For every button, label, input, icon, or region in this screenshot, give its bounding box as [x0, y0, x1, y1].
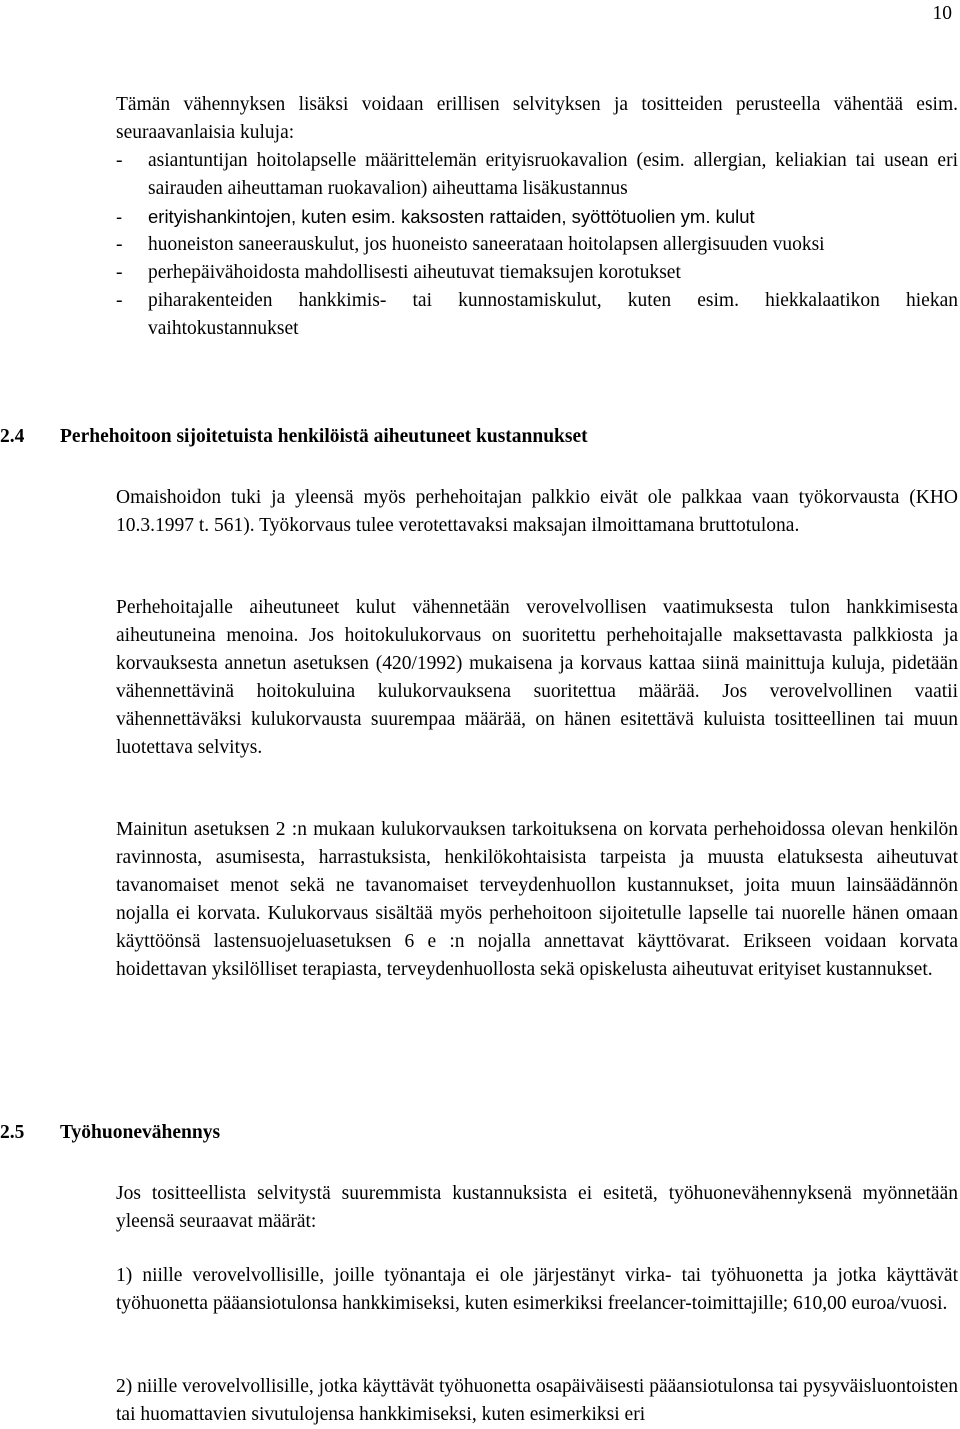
paragraph: Omaishoidon tuki ja yleensä myös perhehoitajan palkkio eivät ole palkkaa vaan työkorvausta (KHO 10.3.1997 t. 561). Työkorvaus tulee verotettavaksi maksajan ilmoittamana bruttotulona.: [116, 487, 958, 536]
section-2-4-paragraph-3: [116, 816, 958, 984]
section-2-5-paragraph-3: [116, 1373, 958, 1429]
list-item: - piharakenteiden hankkimis- tai kunnostamiskulut, kuten esim. hiekkalaatikon hiekan vaihtokustannukset: [116, 290, 958, 339]
paragraph: Mainitun asetuksen 2 :n mukaan kulukorvauksen tarkoituksena on korvata perhehoidossa olevan henkilön ravinnosta, asumisesta, harrastuksista, henkilökohtaisista tarpeista ja muusta elatuksesta aiheutuvat tavanomaiset menot sekä ne tavanomaiset terveydenhuollon kustannukset, joita muun lainsäädännön nojalla ei korvata. Kulukorvaus sisältää myös perhehoitoon sijoitetulle lapselle tai nuorelle hänen omaan käyttöönsä lastensuojeluasetuksen 6 e :n nojalla annettavat käyttövarat. Erikseen voidaan korvata hoidettavan yksilölliset terapiasta, terveydenhuollosta sekä opiskelusta aiheutuvat erityiset kustannukset.: [116, 819, 958, 980]
section-2-4-paragraph-2: [116, 594, 958, 762]
paragraph: Jos tositteellista selvitystä suuremmista kustannuksista ei esitetä, työhuonevähennyksenä myönnetään yleensä seuraavat määrät:: [116, 1183, 958, 1232]
page-number: 10: [932, 3, 952, 24]
section-2-5-paragraph-1: [116, 1180, 958, 1236]
deduction-list: [116, 147, 958, 343]
section-title: Perhehoitoon sijoitetuista henkilöistä aiheutuneet kustannukset: [60, 426, 588, 447]
section-number: 2.4: [0, 426, 25, 447]
section-2-4-paragraph-1: [116, 484, 958, 540]
section-number: 2.5: [0, 1122, 25, 1143]
list-item: - asiantuntijan hoitolapselle määrittelemän erityisruokavalion (esim. allergian, keliakian tai usean eri sairauden aiheuttaman ruokavalion) aiheuttama lisäkustannus: [116, 150, 958, 199]
paragraph: 2) niille verovelvollisille, jotka käyttävät työhuonetta osapäiväisesti pääansiotulonsa tai pysyväisluontoisten tai huomattavien sivutulojensa hankkimiseksi, kuten esimerkiksi eri: [116, 1376, 958, 1425]
paragraph: 1) niille verovelvollisille, joille työnantaja ei ole järjestänyt virka- tai työhuonetta ja jotka käyttävät työhuonetta pääansiotulonsa hankkimiseksi, kuten esimerkiksi freelancer-toimittajille; 610,00 euroa/vuosi.: [116, 1265, 958, 1314]
section-heading-2-5: [0, 1119, 220, 1147]
list-item: - perhepäivähoidosta mahdollisesti aiheutuvat tiemaksujen korotukset: [116, 262, 681, 283]
paragraph: Perhehoitajalle aiheutuneet kulut vähennetään verovelvollisen vaatimuksesta tulon hankkimisesta aiheutuneina menoina. Jos hoitokulukorvaus on suoritettu perhehoitajalle maksettavasta palkkiosta ja korvauksesta annetun asetuksen (420/1992) mukaisena ja korvaus kattaa siinä mainittuja kuluja, pidetään vähennettävinä hoitokuluina kulukorvauksena suoritettua määrää. Jos verovelvollinen vaatii vähennettäväksi kulukorvausta suurempaa määrää, on hänen esitettävä kuluista tositteellinen tai muun luotettava selvitys.: [116, 597, 958, 758]
section-title: Työhuonevähennys: [60, 1122, 221, 1143]
list-item: - huoneiston saneerauskulut, jos huoneisto saneerataan hoitolapsen allergisuuden vuoksi: [116, 234, 825, 255]
intro-lead: Tämän vähennyksen lisäksi voidaan erillisen selvityksen ja tositteiden perusteella vähentää esim. seuraavanlaisia kuluja:: [116, 94, 958, 143]
intro-block: [116, 91, 958, 343]
list-item: - erityishankintojen, kuten esim. kaksosten rattaiden, syöttötuolien ym. kulut: [116, 206, 755, 227]
section-2-5-paragraph-2: [116, 1262, 958, 1318]
section-heading-2-4: [0, 423, 588, 451]
